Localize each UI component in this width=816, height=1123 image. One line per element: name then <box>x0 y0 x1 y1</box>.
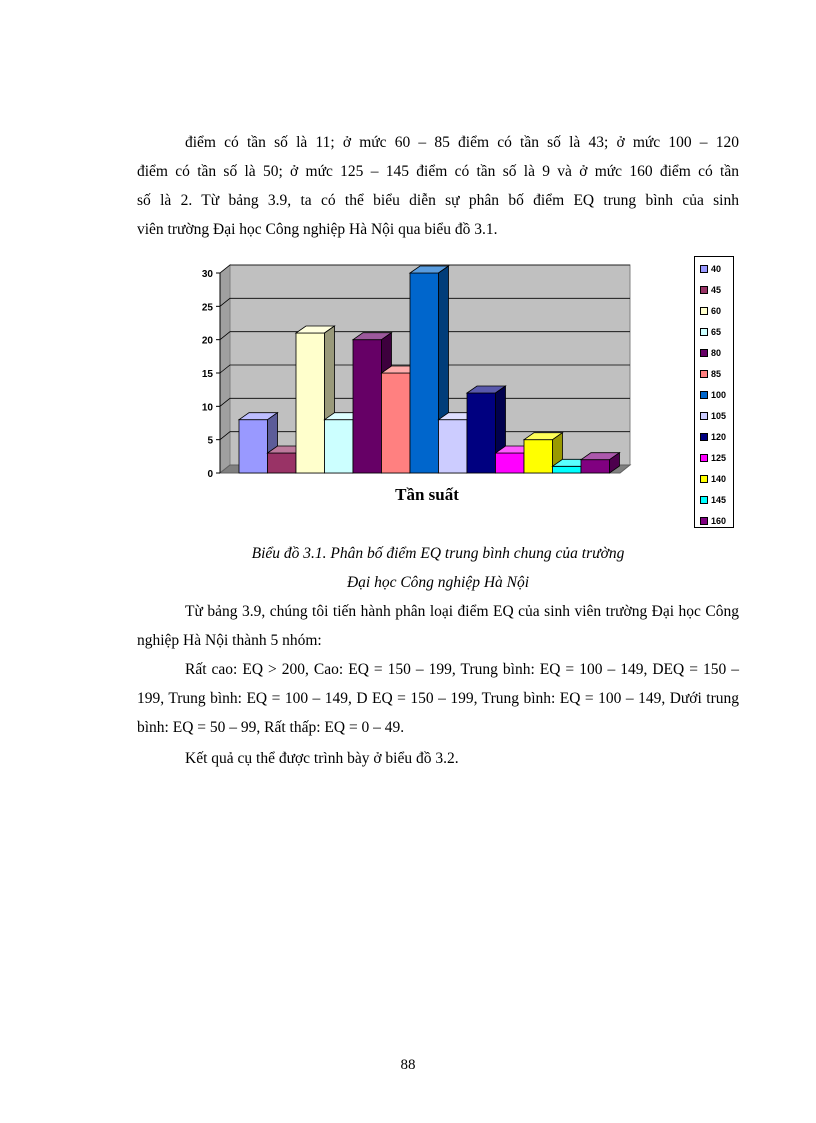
x-axis-label: Tần suất <box>395 485 459 504</box>
text-line-2: điểm có tần số là 50; ở mức 125 – 145 điểm có tần số là 9 và ở mức 160 điểm có tần <box>137 163 739 180</box>
legend-swatch <box>700 391 708 399</box>
caption-line-1: Biểu đồ 3.1. Phân bố điểm EQ trung bình chung của trường <box>251 545 625 562</box>
figure-caption <box>137 539 739 597</box>
legend-swatch <box>700 517 708 525</box>
legend-label: 45 <box>711 284 722 295</box>
legend-label: 40 <box>711 263 722 274</box>
legend-swatch <box>700 307 708 315</box>
bar-85 <box>382 373 411 473</box>
legend-item-40 <box>700 262 721 275</box>
legend-label: 80 <box>711 347 722 358</box>
paragraph-groups: Từ bảng 3.9, chúng tôi tiến hành phân loại điểm EQ của sinh viên trường Đại học Công nghiệp Hà Nội thành 5 nhóm: <box>137 603 739 649</box>
y-tick-label: 25 <box>201 302 213 314</box>
legend-label: 105 <box>711 410 727 421</box>
legend-item-60 <box>700 304 721 317</box>
paragraph-result: Kết quả cụ thể được trình bày ở biểu đồ 3.2. <box>185 750 459 767</box>
legend-item-65 <box>700 325 721 338</box>
legend-label: 65 <box>711 326 722 337</box>
bar-100 <box>410 273 439 473</box>
legend-swatch <box>700 328 708 336</box>
bar-65 <box>325 420 354 473</box>
legend-label: 160 <box>711 515 727 526</box>
y-tick-label: 15 <box>201 369 213 380</box>
legend-label: 85 <box>711 368 722 379</box>
legend-swatch <box>700 370 708 378</box>
y-tick-label: 30 <box>201 269 213 280</box>
chart-legend <box>694 256 734 528</box>
y-tick-label: 20 <box>201 335 213 347</box>
paragraph-categories: Rất cao: EQ > 200, Cao: EQ = 150 – 199, Trung bình: EQ = 100 – 149, DEQ = 150 – 199, Trung bình: EQ = 100 – 149, D EQ = 150 – 199, Trung bình: EQ = 100 – 149, Dưới trung bình: EQ = 50 – 99, Rất thấp: EQ = 0 – 49. <box>137 661 739 736</box>
legend-swatch <box>700 286 708 294</box>
y-tick-label: 5 <box>207 435 213 447</box>
caption-line-2: Đại học Công nghiệp Hà Nội <box>346 574 530 591</box>
text-line-3: số là 2. Từ bảng 3.9, ta có thể biểu diễn sự phân bố điểm EQ trung bình của sinh <box>137 192 739 209</box>
bar-chart <box>190 255 650 515</box>
legend-swatch <box>700 412 708 420</box>
page-number: 88 <box>400 1057 416 1073</box>
legend-item-105 <box>700 409 726 422</box>
text-line-4: viên trường Đại học Công nghiệp Hà Nội qua biểu đồ 3.1. <box>137 221 498 238</box>
legend-item-145 <box>700 493 726 506</box>
bar-145 <box>553 466 582 473</box>
legend-item-160 <box>700 514 726 527</box>
bar-125 <box>496 453 525 473</box>
y-tick-label: 0 <box>207 469 213 480</box>
y-tick-label: 10 <box>201 402 213 414</box>
bar-45 <box>268 453 297 473</box>
bar-60 <box>296 333 325 473</box>
legend-swatch <box>700 349 708 357</box>
legend-label: 60 <box>711 305 722 316</box>
legend-label: 125 <box>711 452 727 463</box>
bar-105 <box>439 420 468 473</box>
legend-label: 120 <box>711 431 727 442</box>
legend-label: 145 <box>711 494 727 505</box>
legend-item-45 <box>700 283 721 296</box>
legend-item-80 <box>700 346 721 359</box>
bar-80 <box>353 340 382 473</box>
bar-120 <box>467 393 496 473</box>
legend-swatch <box>700 454 708 462</box>
text-line-1: điểm có tần số là 11; ở mức 60 – 85 điểm có tần số là 43; ở mức 100 – 120 <box>185 134 739 151</box>
legend-swatch <box>700 496 708 504</box>
legend-swatch <box>700 433 708 441</box>
legend-label: 100 <box>711 389 727 400</box>
legend-label: 140 <box>711 473 727 484</box>
legend-item-85 <box>700 367 721 380</box>
bar-140 <box>524 440 553 473</box>
legend-item-100 <box>700 388 726 401</box>
paragraph-line <box>137 128 739 244</box>
bar-160 <box>581 460 610 473</box>
legend-item-140 <box>700 472 726 485</box>
legend-item-120 <box>700 430 726 443</box>
legend-swatch <box>700 475 708 483</box>
bar-40 <box>239 420 268 473</box>
legend-item-125 <box>700 451 726 464</box>
legend-swatch <box>700 265 708 273</box>
